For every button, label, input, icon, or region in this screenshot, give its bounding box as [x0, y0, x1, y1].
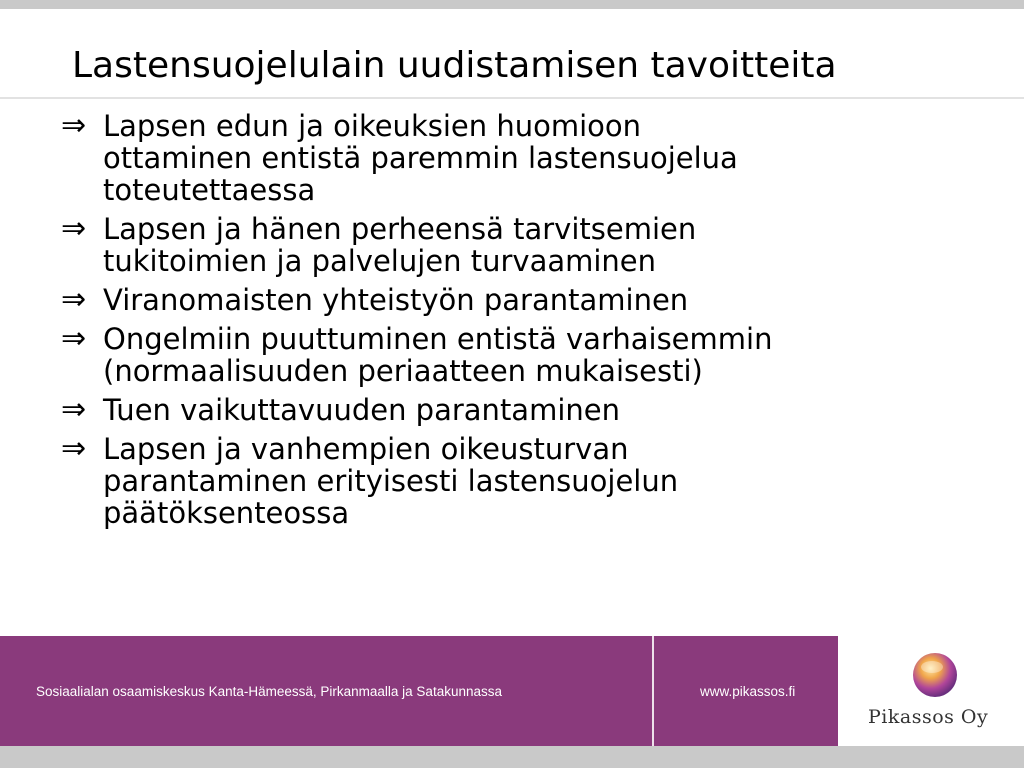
bullet-text	[103, 394, 620, 426]
bullet-text	[103, 110, 738, 206]
list-item	[61, 213, 961, 277]
list-item	[61, 323, 961, 387]
bullet-line: Viranomaisten yhteistyön parantaminen	[103, 283, 689, 317]
bottom-border-bar	[0, 746, 1024, 768]
logo-wordmark: Pikassos Oy	[868, 706, 989, 728]
arrow-icon: ⇒	[61, 431, 87, 466]
bullet-line: Lapsen ja hänen perheensä tarvitsemien	[103, 212, 697, 246]
footer-url-link[interactable]: www.pikassos.fi	[700, 684, 796, 699]
list-item	[61, 433, 961, 529]
bullet-line: (normaalisuuden periaatteen mukaisesti)	[103, 354, 703, 388]
bullet-line: päätöksenteossa	[103, 496, 350, 530]
arrow-icon: ⇒	[61, 282, 87, 317]
bullet-line: Lapsen ja vanhempien oikeusturvan	[103, 432, 629, 466]
bullet-line: Tuen vaikuttavuuden parantaminen	[103, 393, 620, 427]
list-item	[61, 394, 961, 426]
footer-divider	[652, 636, 654, 746]
arrow-icon: ⇒	[61, 321, 87, 356]
bullet-line: Lapsen edun ja oikeuksien huomioon	[103, 109, 642, 143]
bullet-line: ottaminen entistä paremmin lastensuojelua	[103, 141, 738, 175]
title-divider	[0, 97, 1024, 99]
bullet-line: tukitoimien ja palvelujen turvaaminen	[103, 244, 657, 278]
arrow-icon: ⇒	[61, 211, 87, 246]
list-item	[61, 110, 961, 206]
bullet-text	[103, 433, 678, 529]
footer-organization: Sosiaalialan osaamiskeskus Kanta-Hämeessä, Pirkanmaalla ja Satakunnassa	[36, 684, 502, 699]
list-item	[61, 284, 961, 316]
bullet-text	[103, 323, 772, 387]
bullet-text	[103, 284, 688, 316]
slide-title: Lastensuojelulain uudistamisen tavoitteita	[72, 45, 837, 86]
orb-logo-icon	[910, 650, 960, 700]
arrow-icon: ⇒	[61, 108, 87, 143]
bullet-list	[61, 110, 961, 536]
top-border-bar	[0, 0, 1024, 9]
bullet-line: Ongelmiin puuttuminen entistä varhaisemmin	[103, 322, 773, 356]
bullet-text	[103, 213, 696, 277]
bullet-line: parantaminen erityisesti lastensuojelun	[103, 464, 679, 498]
bullet-line: toteutettaessa	[103, 173, 316, 207]
arrow-icon: ⇒	[61, 392, 87, 427]
